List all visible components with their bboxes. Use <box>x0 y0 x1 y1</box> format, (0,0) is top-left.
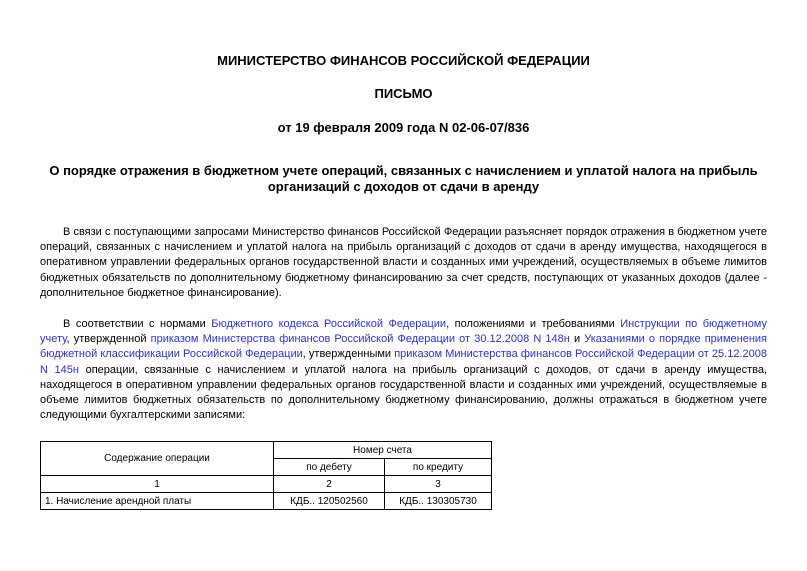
operation-cell: 1. Начисление арендной платы <box>41 493 274 510</box>
paragraph-2-text-4: и <box>569 333 585 346</box>
column-number-1: 1 <box>41 476 274 493</box>
paragraph-2-text-5: , утвержденными <box>302 348 395 361</box>
link-classification-guidelines[interactable]: Указаниями о порядке применения бюджетной классификации Российской Федерации <box>40 333 767 361</box>
header-account-number: Номер счета <box>274 442 492 459</box>
table-header-row <box>41 442 492 459</box>
header-debit: по дебету <box>274 459 385 476</box>
document-type: ПИСЬМО <box>374 86 433 101</box>
column-number-2: 2 <box>274 476 385 493</box>
link-order-145n[interactable]: приказом Министерства финансов Российской Федерации от 25.12.2008 N 145н <box>40 348 767 376</box>
document-subject: О порядке отражения в бюджетном учете операций, связанных с начислением и уплатой налога на прибыль организаций с доходов от сдачи в аренду <box>49 163 758 194</box>
table-row <box>41 493 492 510</box>
header-credit: по кредиту <box>385 459 492 476</box>
ministry-name: МИНИСТЕРСТВО ФИНАНСОВ РОССИЙСКОЙ ФЕДЕРАЦИИ <box>217 53 590 68</box>
document-date: от 19 февраля 2009 года N 02-06-07/836 <box>277 120 530 135</box>
debit-cell: КДБ.. 120502560 <box>274 493 385 510</box>
paragraph-1: В связи с поступающими запросами Министерство финансов Российской Федерации разъясняет порядок отражения в бюджетном учете операций, связанных с начислением и уплатой налога на прибыль организаций с доходов от сдачи в аренду имущества, находящегося в оперативном управлении федеральных органов государственной власти и созданных ими учреждений, осуществляемых в объеме лимитов бюджетных обязательств по дополнительному бюджетному финансированию за счет средств, поступающих от указанных доходов (далее - дополнительное бюджетное финансирование). <box>40 226 767 299</box>
credit-cell: КДБ.. 130305730 <box>385 493 492 510</box>
paragraph-2-text-2: , положениями и требованиями <box>446 318 621 330</box>
header-operation: Содержание операции <box>41 442 274 476</box>
paragraph-2 <box>40 317 767 423</box>
link-order-148n[interactable]: приказом Министерства финансов Российской Федерации от 30.12.2008 N 148н <box>150 333 570 346</box>
table-numbering-row <box>41 476 492 493</box>
paragraph-2-text-6: операции, связанные с начислением и уплатой налога на прибыль организаций с доходов, от сдачи в аренду имущества, находящегося в оперативном управлении федеральных органов государственной власти и созданных ими учреждений, осуществляемые в объеме лимитов бюджетных обязательств по дополнительному бюджетному финансированию, должны отражаться в бюджетном учете следующими бухгалтерскими записями: <box>40 363 767 422</box>
link-accounting-instruction[interactable]: Инструкции по бюджетному учету <box>40 318 767 346</box>
column-number-3: 3 <box>385 476 492 493</box>
paragraph-2-text-1: В соответствии с нормами <box>63 318 212 330</box>
link-budget-code[interactable]: Бюджетного кодекса Российской Федерации <box>211 318 447 330</box>
accounting-entries-table <box>40 441 492 510</box>
paragraph-2-text-3: , утвержденной <box>66 333 151 346</box>
